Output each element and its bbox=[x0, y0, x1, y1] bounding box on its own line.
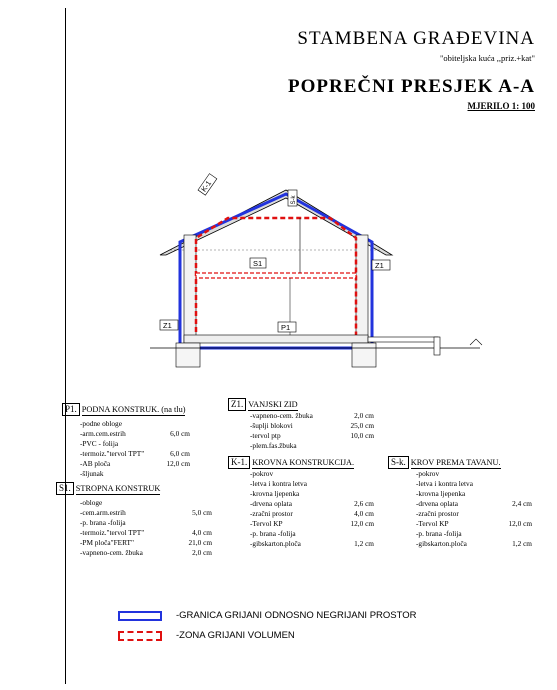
k1-tag: K-1. bbox=[228, 456, 250, 469]
terrace-post bbox=[434, 337, 440, 355]
block-k1 bbox=[228, 456, 398, 549]
k1-label: K-1 bbox=[199, 178, 214, 194]
level-marker bbox=[470, 339, 482, 345]
table-row: -krovna ljepenka bbox=[416, 489, 466, 498]
table-row: -arm.cem.estrih 6,0 cm bbox=[80, 429, 190, 438]
s1-tag: S1. bbox=[56, 482, 74, 495]
sk-name: KROV PREMA TAVANU. bbox=[410, 458, 501, 467]
right-wall bbox=[356, 235, 368, 343]
s1-name: STROPNA KONSTRUK bbox=[75, 484, 161, 493]
table-row: -vapneno-cem. žbuka 2,0 cm bbox=[250, 411, 374, 420]
heated-zone-line bbox=[196, 218, 356, 340]
terrace-slab bbox=[368, 337, 438, 342]
table-row: -vapneno-cem. žbuka 2,0 cm bbox=[80, 548, 212, 557]
p1-label: P1 bbox=[281, 323, 291, 332]
z1-right-label: Z1 bbox=[375, 261, 384, 270]
block-p1 bbox=[62, 403, 240, 479]
label-k1 bbox=[198, 174, 217, 196]
table-row: -obloge bbox=[80, 498, 103, 507]
z1-left-label: Z1 bbox=[163, 321, 172, 330]
table-row: -tervol ptp 10,0 cm bbox=[250, 431, 374, 440]
drawing-subtitle: "obiteljska kuća ,,priz.+kat" bbox=[439, 53, 535, 63]
p1-name: PODNA KONSTRUK. (na tlu) bbox=[81, 405, 186, 414]
table-row: -termoiz."tervol TPT" 4,0 cm bbox=[80, 528, 212, 537]
table-row: -Tervol KP 12,0 cm bbox=[416, 519, 532, 528]
label-p1 bbox=[278, 322, 296, 332]
table-row: -pokrov bbox=[416, 469, 440, 478]
table-row: -pokrov bbox=[250, 469, 274, 478]
floor-slab bbox=[184, 335, 368, 343]
table-row: -šuplji blokovi 25,0 cm bbox=[250, 421, 374, 430]
legend-heated-zone bbox=[118, 630, 295, 641]
table-row: -šljunak bbox=[80, 469, 104, 478]
s1-rows bbox=[56, 498, 212, 558]
drawing-title: STAMBENA GRAĐEVINA bbox=[297, 28, 535, 49]
right-footing bbox=[352, 343, 376, 367]
table-row: -AB ploča 12,0 cm bbox=[80, 459, 190, 468]
block-sk bbox=[388, 456, 538, 549]
s1-label: S1 bbox=[253, 259, 263, 268]
table-row: -gibskarton.ploča 1,2 cm bbox=[250, 539, 374, 548]
table-row: -drvena oplata 2,4 cm bbox=[416, 499, 532, 508]
table-row: -drvena oplata 2,6 cm bbox=[250, 499, 374, 508]
cross-section-drawing bbox=[150, 180, 510, 380]
table-row: -p. brana -folija bbox=[416, 529, 462, 538]
block-z1 bbox=[228, 398, 398, 451]
k1-name: KROVNA KONSTRUKCIJA. bbox=[252, 458, 355, 467]
z1-tag: Z1. bbox=[228, 398, 246, 411]
z1-rows bbox=[228, 411, 374, 451]
table-row: -Tervol KP 12,0 cm bbox=[250, 519, 374, 528]
section-heading: POPREČNI PRESJEK A-A bbox=[288, 76, 535, 97]
p1-tag: P1. bbox=[62, 403, 80, 416]
legend-boundary bbox=[118, 610, 417, 621]
table-row: -gibskarton.ploča 1,2 cm bbox=[416, 539, 532, 548]
label-sk bbox=[288, 190, 297, 206]
legend-boundary-label: -GRANICA GRIJANI ODNOSNO NEGRIJANI PROSTOR bbox=[176, 610, 417, 621]
label-z1-right bbox=[372, 260, 390, 270]
table-row: -termoiz."tervol TPT" 6,0 cm bbox=[80, 449, 190, 458]
table-row: -PM ploča"FERT" 21,0 cm bbox=[80, 538, 212, 547]
sk-label: S-k bbox=[291, 195, 297, 205]
left-wall bbox=[184, 235, 196, 343]
table-row: -zračni prostor 4,0 cm bbox=[250, 509, 374, 518]
heated-zone-swatch bbox=[118, 631, 162, 641]
margin-line bbox=[65, 8, 66, 684]
p1-rows bbox=[62, 419, 190, 479]
table-row: -podne obloge bbox=[80, 419, 122, 428]
table-row: -PVC - folija bbox=[80, 439, 119, 448]
sk-rows bbox=[388, 469, 532, 549]
table-row: -letva i kontra letva bbox=[250, 479, 307, 488]
table-row: -krovna ljepenka bbox=[250, 489, 300, 498]
z1-name: VANJSKI ZID bbox=[248, 400, 298, 409]
table-row: -zračni prostor bbox=[416, 509, 459, 518]
label-z1-left bbox=[160, 320, 178, 330]
block-s1 bbox=[56, 482, 236, 558]
left-footing bbox=[176, 343, 200, 367]
ceiling-slab bbox=[196, 273, 356, 278]
label-s1 bbox=[250, 258, 266, 268]
legend-heated-label: -ZONA GRIJANI VOLUMEN bbox=[176, 630, 295, 641]
scale-label: MJERILO 1: 100 bbox=[467, 101, 535, 111]
table-row: -p. brana -folija bbox=[80, 518, 126, 527]
table-row: -cem.arm.estrih 5,0 cm bbox=[80, 508, 212, 517]
k1-rows bbox=[228, 469, 374, 549]
boundary-swatch bbox=[118, 611, 162, 621]
table-row: -letva i kontra letva bbox=[416, 479, 473, 488]
table-row: -plem.fas.žbuka bbox=[250, 441, 297, 450]
sk-tag: S-k. bbox=[388, 456, 409, 469]
table-row: -p. brana -folija bbox=[250, 529, 296, 538]
